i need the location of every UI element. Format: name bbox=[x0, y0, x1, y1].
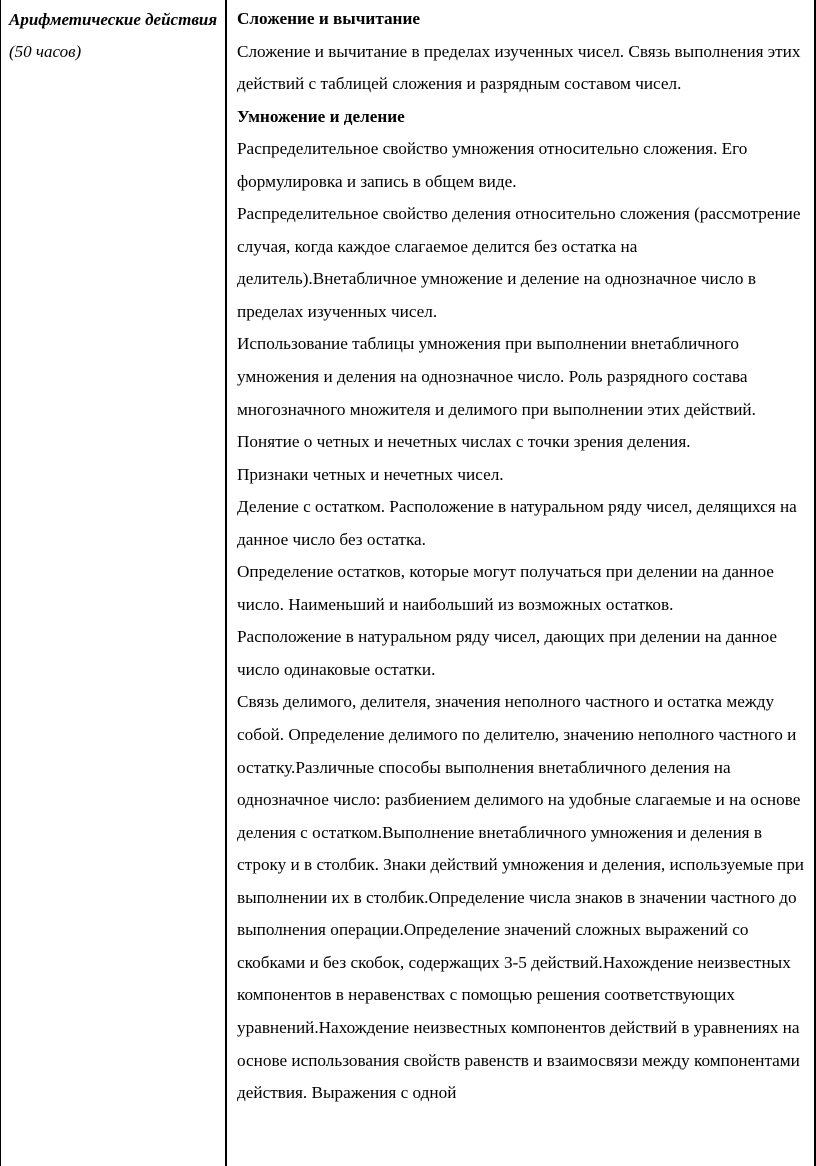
content-body bbox=[237, 3, 809, 1110]
paragraph: Расположение в натуральном ряду чисел, дающих при делении на данное число одинаковые остатки. bbox=[237, 627, 778, 679]
paragraph: Определение остатков, которые могут получаться при делении на данное число. Наименьший и наибольший из возможных остатков. bbox=[237, 562, 774, 614]
topic-hours: (50 часов) bbox=[9, 42, 82, 61]
topic-cell bbox=[1, 0, 227, 1166]
paragraph: Деление с остатком. Расположение в натуральном ряду чисел, делящихся на данное число без остатка. bbox=[237, 497, 797, 549]
paragraph: Распределительное свойство умножения относительно сложения. Его формулировка и запись в общем виде. bbox=[237, 139, 748, 191]
paragraph: Распределительное свойство деления относительно сложения (рассмотрение случая, когда каждое слагаемое делится без остатка на делитель).Внетабличное умножение и деление на однозначное число в пределах изученных чисел. bbox=[237, 204, 801, 321]
section-heading-multiplication: Умножение и деление bbox=[237, 106, 405, 126]
paragraph: Связь делимого, делителя, значения неполного частного и остатка между собой. Определение делимого по делителю, значению неполного частного и остатку.Различные способы выполнения внетабличного деления на однозначное число: разбиением делимого на удобные слагаемые и на основе деления с остатком.Выполнение внетабличного умножения и деления в строку и в столбик. Знаки действий умножения и деления, используемые при выполнении их в столбик.Определение числа знаков в значении частного до выполнения операции.Определение значений сложных выражений со скобками и без скобок, содержащих 3-5 действий.Нахождение неизвестных компонентов в неравенствах с помощью решения соответствующих уравнений.Нахождение неизвестных компонентов действий в уравнениях на основе использования свойств равенств и взаимосвязи между компонентами действия. Выражения с одной bbox=[237, 692, 805, 1103]
paragraph: Сложение и вычитание в пределах изученных чисел. Связь выполнения этих действий с таблицей сложения и разрядным составом чисел. bbox=[237, 41, 801, 94]
paragraph: Понятие о четных и нечетных числах с точки зрения деления. bbox=[237, 432, 691, 452]
paragraph: Признаки четных и нечетных чисел. bbox=[237, 464, 504, 484]
topic-name: Арифметические действия bbox=[9, 10, 218, 29]
section-heading-addition: Сложение и вычитание bbox=[237, 9, 420, 28]
topic-title bbox=[9, 4, 219, 68]
paragraph: Использование таблицы умножения при выполнении внетабличного умножения и деления на однозначное число. Роль разрядного состава многозначного множителя и делимого при выполнении этих действий. bbox=[237, 334, 756, 419]
content-cell bbox=[229, 0, 815, 1166]
